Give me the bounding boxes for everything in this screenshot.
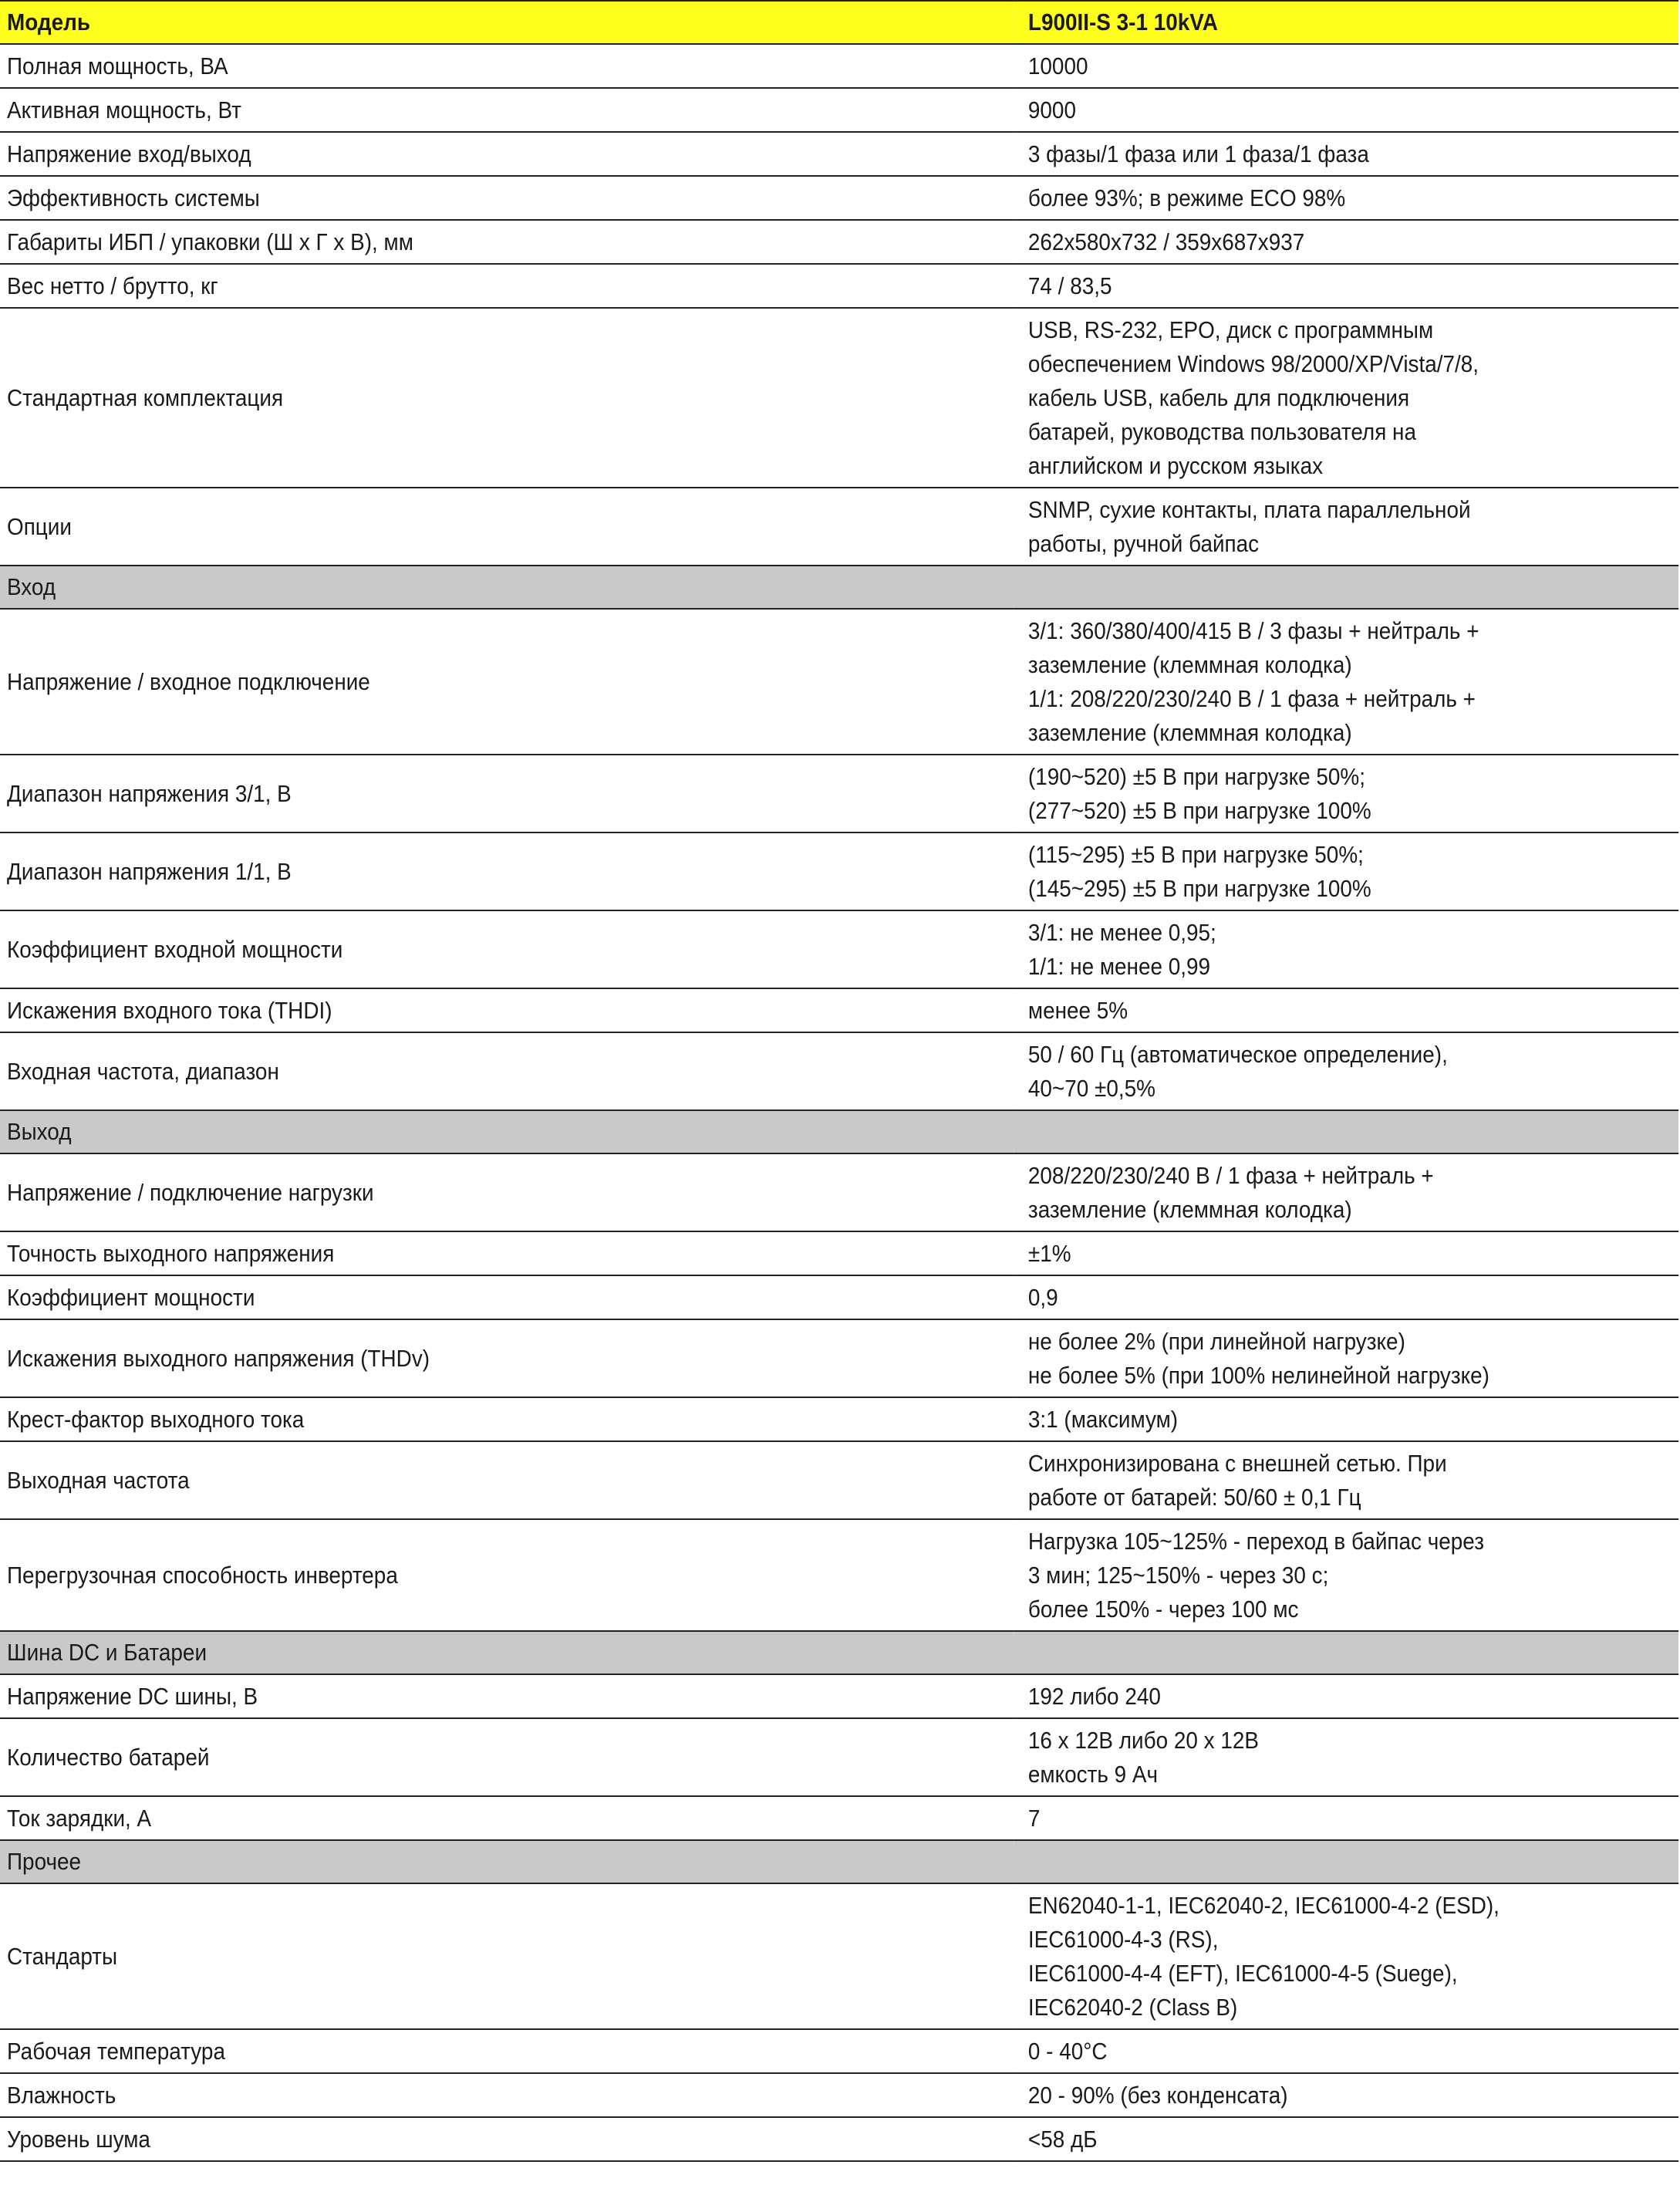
spec-value-line: (190~520) ±5 В при нагрузке 50%; <box>1027 762 1365 790</box>
spec-label: Диапазон напряжения 3/1, В <box>0 755 1014 833</box>
spec-value <box>1014 1441 1678 1519</box>
spec-row <box>0 88 1678 132</box>
section-header-other <box>0 1840 1678 1883</box>
spec-label: Напряжение / входное подключение <box>0 609 1014 755</box>
spec-value <box>1014 1153 1678 1231</box>
spec-value-line: 3:1 (максимум) <box>1027 1405 1179 1433</box>
spec-label: Искажения входного тока (THDI) <box>0 988 1014 1032</box>
spec-row <box>0 1275 1678 1319</box>
spec-value <box>1014 1275 1678 1319</box>
spec-value <box>1014 1319 1678 1397</box>
spec-value-line: емкость 9 Ач <box>1027 1760 1159 1788</box>
spec-value-line: IEC61000-4-3 (RS), <box>1027 1925 1219 1953</box>
section-title: Шина DC и Батареи <box>0 1631 1014 1674</box>
spec-value-line: 50 / 60 Гц (автоматическое определение), <box>1027 1040 1448 1068</box>
spec-value-line: не более 2% (при линейной нагрузке) <box>1027 1327 1405 1355</box>
spec-value <box>1014 1718 1678 1796</box>
spec-value <box>1014 1231 1678 1275</box>
spec-value <box>1014 44 1678 88</box>
spec-value-line: английском и русском языках <box>1027 451 1324 479</box>
spec-label: Перегрузочная способность инвертера <box>0 1519 1014 1631</box>
spec-value-line: 7 <box>1027 1804 1041 1832</box>
spec-label: Напряжение / подключение нагрузки <box>0 1153 1014 1231</box>
spec-label: Напряжение DC шины, В <box>0 1674 1014 1718</box>
spec-label: Стандарты <box>0 1883 1014 2029</box>
spec-value <box>1014 988 1678 1032</box>
spec-value-line: SNMP, сухие контакты, плата параллельной <box>1027 495 1471 523</box>
spec-value-line: заземление (клеммная колодка) <box>1027 1195 1352 1223</box>
spec-row <box>0 1519 1678 1631</box>
spec-value-line: Синхронизирована с внешней сетью. При <box>1027 1449 1447 1477</box>
spec-row <box>0 1397 1678 1441</box>
spec-row <box>0 220 1678 264</box>
section-header-dc <box>0 1631 1678 1674</box>
spec-value-line: менее 5% <box>1027 996 1128 1024</box>
spec-value-line: 0,9 <box>1027 1283 1058 1311</box>
spec-row <box>0 609 1678 755</box>
spec-label: Вес нетто / брутто, кг <box>0 264 1014 308</box>
spec-label: Уровень шума <box>0 2117 1014 2161</box>
spec-value-line: Нагрузка 105~125% - переход в байпас через <box>1027 1527 1485 1555</box>
spec-label: Искажения выходного напряжения (THDv) <box>0 1319 1014 1397</box>
spec-row <box>0 1231 1678 1275</box>
spec-value-line: 10000 <box>1027 52 1088 79</box>
spec-value <box>1014 264 1678 308</box>
spec-value-line: 3/1: 360/380/400/415 В / 3 фазы + нейтраль + <box>1027 616 1479 644</box>
spec-value-line: 0 - 40°C <box>1027 2037 1108 2065</box>
spec-row <box>0 1441 1678 1519</box>
spec-value <box>1014 220 1678 264</box>
spec-value-line: USB, RS-232, EPO, диск с программным <box>1027 316 1434 343</box>
spec-label: Выходная частота <box>0 1441 1014 1519</box>
spec-value-line: более 150% - через 100 мс <box>1027 1595 1299 1623</box>
spec-value-line: (145~295) ±5 В при нагрузке 100% <box>1027 874 1371 902</box>
spec-label: Габариты ИБП / упаковки (Ш х Г х В), мм <box>0 220 1014 264</box>
spec-label: Активная мощность, Вт <box>0 88 1014 132</box>
spec-row <box>0 1796 1678 1840</box>
spec-value <box>1014 308 1678 488</box>
spec-value-line: 1/1: 208/220/230/240 В / 1 фаза + нейтраль + <box>1027 684 1476 712</box>
spec-label: Диапазон напряжения 1/1, В <box>0 833 1014 910</box>
header-model-value: L900II-S 3-1 10kVA <box>1014 1 1678 44</box>
spec-value <box>1014 2029 1678 2073</box>
section-header-input <box>0 566 1678 609</box>
spec-value-line: не более 5% (при 100% нелинейной нагрузке) <box>1027 1361 1489 1389</box>
spec-value-line: батарей, руководства пользователя на <box>1027 417 1416 445</box>
section-title: Прочее <box>0 1840 1014 1883</box>
spec-value-line: кабель USB, кабель для подключения <box>1027 383 1410 411</box>
spec-row <box>0 910 1678 988</box>
spec-row <box>0 2073 1678 2117</box>
spec-value <box>1014 1674 1678 1718</box>
spec-label: Точность выходного напряжения <box>0 1231 1014 1275</box>
spec-value-line: ±1% <box>1027 1239 1071 1267</box>
spec-value-line: заземление (клеммная колодка) <box>1027 650 1352 678</box>
spec-value <box>1014 1883 1678 2029</box>
section-empty-cell <box>1014 1110 1678 1153</box>
section-empty-cell <box>1014 566 1678 609</box>
section-title: Вход <box>0 566 1014 609</box>
spec-value-line: IEC62040-2 (Class B) <box>1027 1993 1238 2021</box>
spec-value <box>1014 2073 1678 2117</box>
spec-value-line: 9000 <box>1027 96 1076 123</box>
spec-label: Опции <box>0 488 1014 566</box>
spec-value-line: 74 / 83,5 <box>1027 272 1112 299</box>
spec-value-line: заземление (клеммная колодка) <box>1027 718 1352 746</box>
spec-row <box>0 833 1678 910</box>
spec-label: Входная частота, диапазон <box>0 1032 1014 1110</box>
spec-value-line: IEC61000-4-4 (EFT), IEC61000-4-5 (Suege), <box>1027 1959 1458 1987</box>
spec-label: Рабочая температура <box>0 2029 1014 2073</box>
spec-label: Полная мощность, ВА <box>0 44 1014 88</box>
spec-row <box>0 1883 1678 2029</box>
spec-value-line: 262x580x732 / 359x687x937 <box>1027 228 1305 255</box>
spec-row <box>0 2029 1678 2073</box>
spec-value-line: обеспечением Windows 98/2000/XP/Vista/7/8, <box>1027 350 1479 377</box>
spec-label: Ток зарядки, А <box>0 1796 1014 1840</box>
spec-value <box>1014 1519 1678 1631</box>
spec-value-line: (115~295) ±5 В при нагрузке 50%; <box>1027 840 1364 868</box>
spec-row <box>0 132 1678 176</box>
spec-value-line: 3/1: не менее 0,95; <box>1027 918 1216 946</box>
spec-row <box>0 1032 1678 1110</box>
spec-row <box>0 755 1678 833</box>
spec-value <box>1014 88 1678 132</box>
spec-value-line: 20 - 90% (без конденсата) <box>1027 2081 1288 2109</box>
section-title: Выход <box>0 1110 1014 1153</box>
spec-label: Коэффициент входной мощности <box>0 910 1014 988</box>
spec-row <box>0 308 1678 488</box>
spec-row <box>0 44 1678 88</box>
spec-label: Влажность <box>0 2073 1014 2117</box>
spec-value <box>1014 132 1678 176</box>
spec-row <box>0 488 1678 566</box>
spec-value-line: 1/1: не менее 0,99 <box>1027 952 1211 980</box>
spec-row <box>0 1153 1678 1231</box>
section-header-output <box>0 1110 1678 1153</box>
spec-row <box>0 1718 1678 1796</box>
spec-value <box>1014 755 1678 833</box>
spec-value <box>1014 2117 1678 2161</box>
spec-row <box>0 988 1678 1032</box>
spec-label: Напряжение вход/выход <box>0 132 1014 176</box>
spec-value <box>1014 833 1678 910</box>
spec-value <box>1014 176 1678 220</box>
spec-label: Эффективность системы <box>0 176 1014 220</box>
spec-label: Стандартная комплектация <box>0 308 1014 488</box>
spec-value <box>1014 1032 1678 1110</box>
spec-value-line: работе от батарей: 50/60 ± 0,1 Гц <box>1027 1483 1361 1511</box>
spec-value-line: <58 дБ <box>1027 2125 1098 2153</box>
spec-value <box>1014 488 1678 566</box>
header-label: Модель <box>0 1 1014 44</box>
spec-value <box>1014 1796 1678 1840</box>
section-empty-cell <box>1014 1631 1678 1674</box>
spec-row <box>0 176 1678 220</box>
spec-value-line: 208/220/230/240 В / 1 фаза + нейтраль + <box>1027 1161 1434 1189</box>
spec-label: Количество батарей <box>0 1718 1014 1796</box>
spec-value-line: (277~520) ±5 В при нагрузке 100% <box>1027 796 1371 824</box>
header-row <box>0 1 1678 44</box>
spec-value-line: 3 фазы/1 фаза или 1 фаза/1 фаза <box>1027 140 1369 167</box>
spec-value <box>1014 609 1678 755</box>
spec-value-line: более 93%; в режиме ECO 98% <box>1027 184 1346 211</box>
spec-value-line: 40~70 ±0,5% <box>1027 1074 1155 1102</box>
spec-value-line: работы, ручной байпас <box>1027 529 1260 557</box>
spec-table-body <box>0 1 1678 2161</box>
spec-value <box>1014 910 1678 988</box>
spec-row <box>0 1674 1678 1718</box>
spec-label: Коэффициент мощности <box>0 1275 1014 1319</box>
spec-row <box>0 264 1678 308</box>
spec-label: Крест-фактор выходного тока <box>0 1397 1014 1441</box>
spec-value-line: 192 либо 240 <box>1027 1682 1161 1710</box>
spec-value-line: 3 мин; 125~150% - через 30 с; <box>1027 1561 1329 1589</box>
spec-row <box>0 1319 1678 1397</box>
spec-value-line: 16 х 12В либо 20 х 12В <box>1027 1726 1260 1754</box>
section-empty-cell <box>1014 1840 1678 1883</box>
spec-value-line: EN62040-1-1, IEC62040-2, IEC61000-4-2 (ESD), <box>1027 1891 1500 1919</box>
spec-value <box>1014 1397 1678 1441</box>
spec-row <box>0 2117 1678 2161</box>
